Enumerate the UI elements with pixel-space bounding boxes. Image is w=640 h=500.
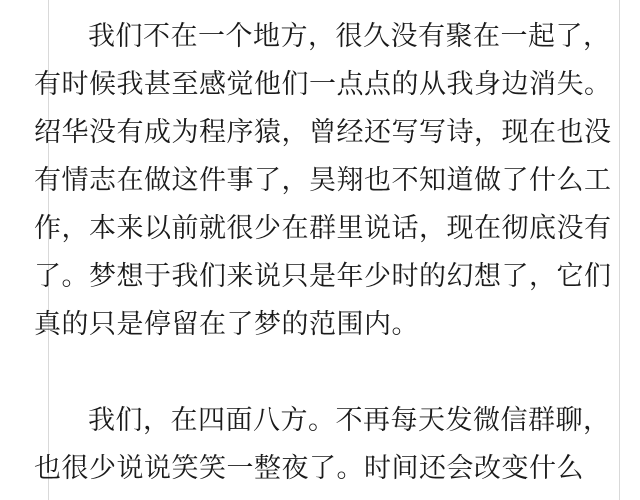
text-column	[34, 12, 614, 492]
paragraph: 我们，在四面八方。不再每天发微信群聊，也很少说说笑笑一整夜了。时间还会改变什么	[34, 405, 611, 483]
paragraph: 我们不在一个地方，很久没有聚在一起了，有时候我甚至感觉他们一点点的从我身边消失。绍华没有成为程序猿，曾经还写写诗，现在也没有情志在做这件事了，昊翔也不知道做了什么工作，本来以前就很少在群里说话，现在彻底没有了。梦想于我们来说只是年少时的幻想了，它们真的只是停留在了梦的范围内。	[34, 21, 612, 339]
right-margin-rule	[619, 0, 620, 500]
